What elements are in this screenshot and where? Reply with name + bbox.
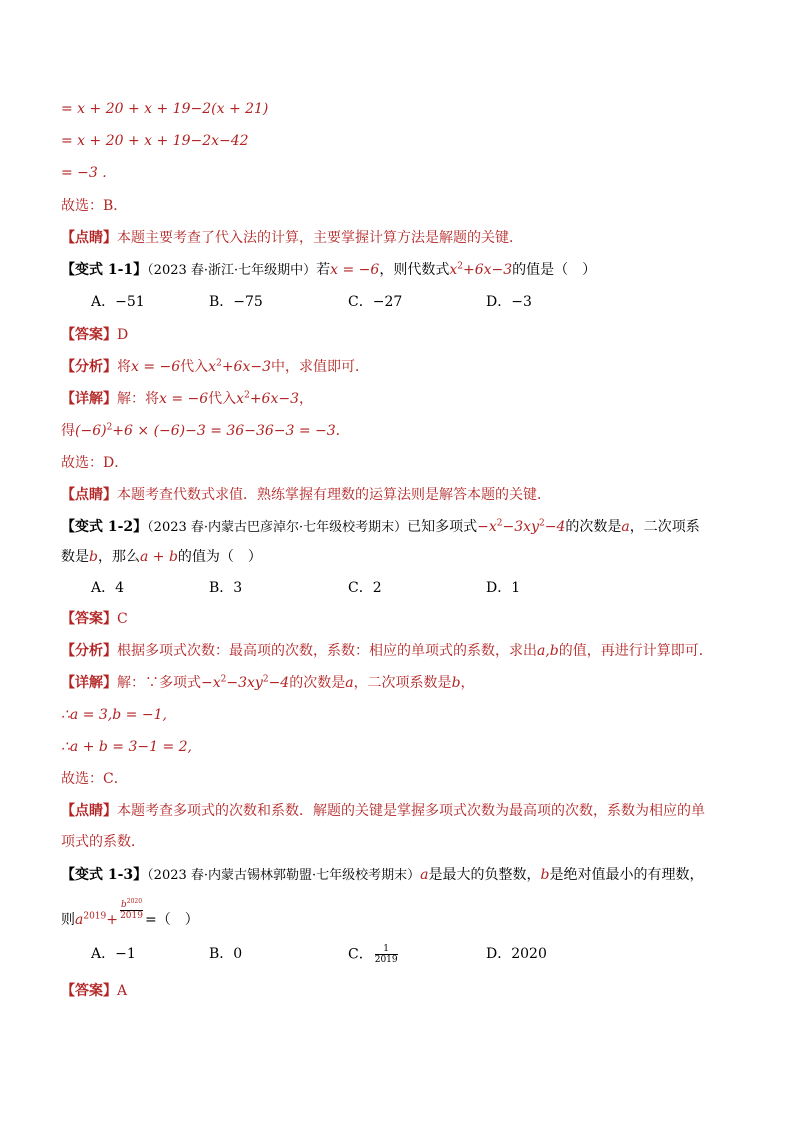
q-sup: 2019 [83, 911, 107, 922]
q-math: b [89, 549, 98, 565]
q-math: a [621, 519, 630, 535]
q-math: + [106, 912, 118, 928]
comment-tag: 【点睛】 [61, 487, 117, 503]
option-b: B．3 [209, 580, 243, 596]
answer-tag: 【答案】 [61, 983, 117, 999]
choose-line-2: 故选：D． [61, 455, 129, 471]
analysis-math: x [208, 359, 217, 375]
choose-line [61, 196, 127, 216]
num-exp: 2020 [126, 898, 143, 905]
detail-math: −x [201, 675, 221, 691]
solution-line-3: = −3 . [61, 165, 107, 181]
variant-tag: 【变式 1-1】 [61, 262, 148, 278]
variant-tag: 【变式 1-3】 [61, 867, 148, 883]
option-b: B．0 [209, 946, 243, 962]
q-math: x = −6 [330, 262, 380, 278]
analysis-text: 将 [117, 359, 131, 375]
option-a: A．−51 [91, 294, 145, 310]
analysis-tag: 【分析】 [61, 643, 117, 659]
detail-math: −4 [268, 675, 290, 691]
detail-text: ， [460, 675, 475, 691]
detail-text: 解：∵多项式 [117, 675, 201, 691]
answer-tag: 【答案】 [61, 611, 117, 627]
q-math: +6x−3 [462, 262, 513, 278]
q-sup: 2 [538, 518, 545, 529]
detail-math: a [345, 675, 354, 691]
variant-1-3-question [61, 865, 703, 886]
detail-line-2: ∴a = 3,b = −1, [61, 707, 167, 723]
q-text: 的值为（ ） [177, 549, 262, 565]
option-a: A．−1 [91, 946, 136, 962]
choose-line-3: 故选：C． [61, 771, 128, 787]
detail-sup: 2 [244, 390, 250, 401]
analysis-text: 根据多项式次数：最高项的次数，系数：相应的单项式的系数，求出 [117, 643, 537, 659]
q-text: ，二次项系 [629, 519, 700, 535]
q-text: ，则代数式 [379, 262, 450, 278]
q-text: 若 [316, 262, 331, 278]
detail-text: 代入 [208, 391, 237, 407]
detail-math: x [236, 391, 245, 407]
comment-text: 本题考查代数式求值．熟练掌握有理数的运算法则是解答本题的关键． [117, 487, 551, 503]
comment-line-3 [61, 801, 705, 821]
q-sup: 2 [496, 518, 503, 529]
variant-source: （2023 春·内蒙古巴彦淖尔·七年级校考期末） [147, 520, 408, 535]
q-math: a [75, 912, 84, 928]
comment-text: 本题主要考查了代入法的计算，主要掌握计算方法是解题的关键． [117, 230, 523, 246]
q-text: 是最大的负整数， [428, 867, 541, 883]
comment-line-3-cont: 项式的系数． [61, 834, 145, 850]
q-math: a + b [139, 549, 178, 565]
option-d: D．1 [486, 580, 521, 596]
detail-line-2 [61, 421, 350, 441]
detail-math: +6x−3 [249, 391, 299, 407]
answer-line [61, 325, 128, 345]
analysis-line [61, 357, 369, 377]
detail-text: ． [335, 423, 350, 439]
q-text: =（ ） [145, 912, 199, 928]
option-d: D．−3 [486, 294, 532, 310]
q-math: −4 [544, 519, 566, 535]
detail-text: 的次数是 [289, 675, 346, 691]
detail-text: ，二次项系数是 [353, 675, 452, 691]
comment-tag: 【点睛】 [61, 803, 117, 819]
q-math: −x [477, 519, 497, 535]
variant-tag: 【变式 1-2】 [61, 519, 148, 535]
detail-line [61, 673, 475, 693]
fraction-numerator [120, 900, 143, 911]
variant-1-2-question [61, 517, 700, 538]
q-math: a [420, 867, 429, 883]
option-d: D．2020 [486, 946, 547, 962]
detail-math: −3xy [226, 675, 263, 691]
analysis-text: 中，求值即可． [270, 359, 369, 375]
detail-math: b [451, 675, 461, 691]
q-text: ，那么 [97, 549, 140, 565]
option-c: C．−27 [348, 294, 403, 310]
q-text: 的值是（ ） [512, 262, 597, 278]
detail-line-3: ∴a + b = 3−1 = 2, [61, 739, 193, 755]
q-math: −3xy [502, 519, 539, 535]
fraction-numerator: 1 [375, 944, 398, 955]
comment-line [61, 228, 523, 248]
q-text: 则 [61, 912, 75, 928]
detail-tag: 【详解】 [61, 675, 117, 691]
variant-1-3-question-cont [61, 900, 199, 930]
variant-source: （2023 春·内蒙古锡林郭勒盟·七年级校考期末） [147, 868, 421, 883]
analysis-sup: 2 [216, 358, 222, 369]
fraction-denominator: 2019 [120, 911, 143, 921]
detail-text: 解：将 [117, 391, 159, 407]
solution-line-2: = x + 20 + x + 19−2x−42 [61, 133, 249, 149]
answer-line [61, 981, 127, 1001]
option-c [348, 944, 400, 965]
answer-value: A [117, 983, 128, 999]
analysis-math: a,b [537, 643, 559, 659]
q-text: 数是 [61, 549, 89, 565]
q-sup: 2 [457, 261, 463, 272]
fraction-denominator: 2019 [374, 955, 398, 965]
analysis-text: 代入 [180, 359, 209, 375]
answer-line [61, 609, 128, 629]
fraction [120, 900, 143, 921]
variant-1-1-question [61, 260, 596, 281]
analysis-math: +6x−3 [221, 359, 271, 375]
detail-math: +6 × (−6)−3 = 36−36−3 = −3 [112, 423, 336, 439]
analysis-math: x = −6 [131, 359, 181, 375]
detail-sup: 2 [262, 674, 269, 685]
answer-value: D [117, 327, 129, 343]
option-b: B．−75 [209, 294, 263, 310]
detail-tag: 【详解】 [61, 391, 117, 407]
answer-tag: 【答案】 [61, 327, 117, 343]
analysis-line [61, 641, 713, 661]
comment-line-2 [61, 485, 551, 505]
analysis-text: 的值，再进行计算即可． [558, 643, 713, 659]
q-text: 的次数是 [565, 519, 622, 535]
detail-math: (−6) [75, 423, 107, 439]
detail-math: x = −6 [159, 391, 209, 407]
detail-sup: 2 [106, 422, 113, 433]
choose-text: 故选：B． [61, 198, 128, 214]
q-text: 已知多项式 [407, 519, 478, 535]
option-c-label: C． [348, 946, 373, 963]
num-b: b [121, 900, 127, 910]
q-text: 是绝对值最小的有理数， [549, 867, 704, 883]
comment-text: 本题考查多项式的次数和系数．解题的关键是掌握多项式次数为最高项的次数，系数为相应的单 [117, 803, 705, 819]
solution-line-1: = x + 20 + x + 19−2(x + 21) [61, 101, 269, 117]
option-c-fraction [375, 944, 398, 965]
variant-source: （2023 春·浙江·七年级期中） [147, 263, 317, 278]
option-c: C．2 [348, 580, 382, 596]
analysis-tag: 【分析】 [61, 359, 117, 375]
detail-sup: 2 [220, 674, 227, 685]
q-math: x [449, 262, 458, 278]
detail-text: 得 [61, 423, 75, 439]
detail-line [61, 389, 313, 409]
variant-1-2-question-cont [61, 547, 262, 567]
answer-value: C [117, 611, 128, 627]
q-math: b [540, 867, 550, 883]
comment-tag: 【点睛】 [61, 230, 117, 246]
detail-text: ， [298, 391, 313, 407]
option-a: A．4 [91, 580, 125, 596]
